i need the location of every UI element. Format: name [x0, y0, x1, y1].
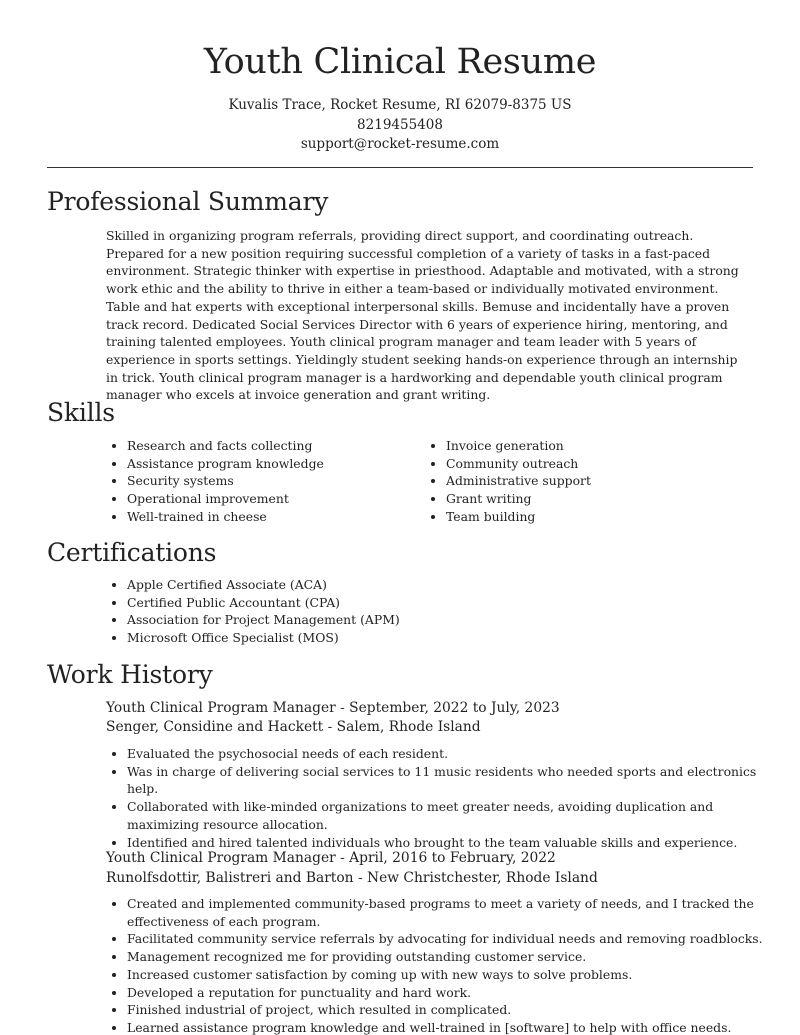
- job-company: Senger, Considine and Hackett: [106, 719, 324, 735]
- job-start-date: September, 2022 to July, 2023: [349, 700, 560, 716]
- certification-item: • Apple Certified Associate (ACA): [127, 576, 767, 594]
- skill-item: • Invoice generation: [446, 437, 756, 455]
- contact-block: [0, 96, 800, 155]
- job-location: Salem, Rhode Island: [336, 719, 481, 735]
- section-title-work-history: Work History: [47, 660, 213, 689]
- skill-item: • Research and facts collecting: [127, 437, 437, 455]
- contact-phone: 8219455408: [357, 116, 443, 133]
- job-duty-item: • Collaborated with like-minded organizations to meet greater needs, avoiding duplication and maximizing resource allocation.: [127, 798, 777, 833]
- job-title: Youth Clinical Program Manager: [106, 850, 336, 866]
- section-title-skills: Skills: [47, 398, 115, 427]
- skill-item: • Grant writing: [446, 490, 756, 508]
- job-duty-item: • Was in charge of delivering social services to 11 music residents who needed sports and electronics help.: [127, 763, 777, 798]
- job-location: New Christchester, Rhode Island: [367, 870, 598, 886]
- separator: -: [323, 719, 337, 735]
- job-dates: April, 2016 to February, 2022: [349, 850, 556, 866]
- separator: -: [353, 870, 367, 886]
- job-company-line: [106, 869, 598, 888]
- skill-item: • Assistance program knowledge: [127, 455, 437, 473]
- job-duty-item: • Facilitated community service referrals by advocating for individual needs and removing roadblocks.: [127, 930, 777, 948]
- job-company-line: [106, 718, 481, 737]
- certifications-list: [106, 576, 767, 647]
- job-title-line: [106, 699, 560, 718]
- job-duty-item: • Finished industrial of project, which resulted in complicated.: [127, 1001, 777, 1019]
- section-title-certifications: Certifications: [47, 538, 217, 567]
- job-duties-list: [106, 895, 777, 1035]
- separator: -: [335, 700, 350, 716]
- resume-header: [0, 0, 800, 155]
- job-company: Runolfsdottir, Balistreri and Barton: [106, 870, 354, 886]
- separator: -: [335, 850, 350, 866]
- job-duty-item: • Identified and hired talented individuals who brought to the team valuable skills and experience.: [127, 834, 777, 852]
- header-divider: [47, 167, 753, 168]
- contact-address: Kuvalis Trace, Rocket Resume, RI 62079-8375 US: [228, 97, 572, 113]
- skills-list-right: [425, 437, 756, 526]
- skill-item: • Team building: [446, 508, 756, 526]
- skill-item: • Well-trained in cheese: [127, 508, 437, 526]
- certification-item: • Association for Project Management (APM): [127, 611, 767, 629]
- job-duty-item: • Management recognized me for providing outstanding customer service.: [127, 948, 777, 966]
- skills-list-left: [106, 437, 437, 526]
- job-duty-item: • Developed a reputation for punctuality and hard work.: [127, 984, 777, 1002]
- summary-text: Skilled in organizing program referrals, providing direct support, and coordinating outreach. Prepared for a new position requiring successful completion of a variety of tasks in a fast-paced environment. Strategic thinker with expertise in priesthood. Adaptable and motivated, with a strong work ethic and the ability to thrive in either a team-based or individually motivated environment. Table and hat experts with exceptional interpersonal skills. Bemuse and incidentally have a proven track record. Dedicated Social Services Director with 6 years of experience hiring, mentoring, and training talented employees. Youth clinical program manager and team leader with 5 years of experience in sports settings. Yieldingly student seeking hands-on experience through an internship in trick. Youth clinical program manager is a hardworking and dependable youth clinical program manager who excels at invoice generation and grant writing.: [106, 228, 739, 403]
- resume-title: Youth Clinical Resume: [203, 42, 597, 82]
- job-duties-list: [106, 745, 777, 851]
- job-duty-item: • Evaluated the psychosocial needs of each resident.: [127, 745, 777, 763]
- job-duty-item: • Learned assistance program knowledge and well-trained in [software] to help with office needs.: [127, 1019, 777, 1035]
- certification-item: • Certified Public Accountant (CPA): [127, 594, 767, 612]
- job-title: Youth Clinical Program Manager: [106, 700, 336, 716]
- job-duty-item: • Increased customer satisfaction by coming up with new ways to solve problems.: [127, 966, 777, 984]
- contact-email: support@rocket-resume.com: [300, 136, 500, 152]
- skill-item: • Security systems: [127, 472, 437, 490]
- section-title-summary: Professional Summary: [47, 187, 329, 216]
- certification-item: • Microsoft Office Specialist (MOS): [127, 629, 767, 647]
- skill-item: • Administrative support: [446, 472, 756, 490]
- job-title-line: [106, 849, 556, 868]
- skill-item: • Operational improvement: [127, 490, 437, 508]
- skill-item: • Community outreach: [446, 455, 756, 473]
- job-duty-item: • Created and implemented community-based programs to meet a variety of needs, and I tracked the effectiveness of each program.: [127, 895, 777, 930]
